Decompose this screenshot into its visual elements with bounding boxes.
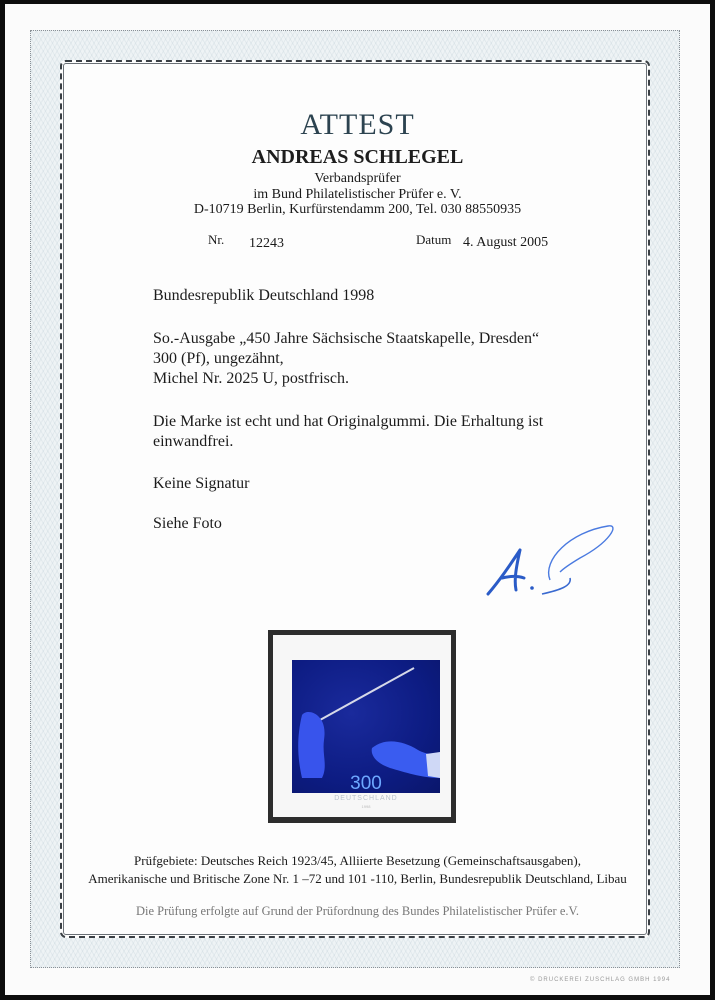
signature-note: Keine Signatur (153, 475, 250, 492)
date-value: 4. August 2005 (463, 235, 549, 250)
stamp-value: 300 (350, 773, 382, 794)
examiner-name: ANDREAS SCHLEGEL (251, 146, 464, 168)
condition-line-1: Die Marke ist echt und hat Originalgummi. Die Erhaltung ist (153, 413, 544, 430)
examiner-role: Verbandsprüfer (314, 171, 401, 186)
examiner-association: im Bund Philatelistischer Prüfer e. V. (253, 187, 462, 202)
stamp-year: 1998 (361, 804, 371, 809)
exam-basis: Die Prüfung erfolgte auf Grund der Prüfordnung des Bundes Philatelistischer Prüfer e.V. (135, 904, 580, 918)
handwritten-signature (480, 520, 620, 600)
baton-icon (320, 668, 414, 720)
issue-line-2: 300 (Pf), ungezähnt, (153, 350, 284, 367)
number-value: 12243 (249, 236, 284, 251)
condition-line-2: einwandfrei. (153, 433, 234, 450)
country-year: Bundesrepublik Deutschland 1998 (153, 287, 375, 304)
printer-mark: © DRUCKEREI ZUSCHLAG GMBH 1994 (530, 977, 671, 983)
examiner-address: D-10719 Berlin, Kurfürstendamm 200, Tel. 030 88550935 (193, 202, 522, 217)
issue-line-3: Michel Nr. 2025 U, postfrisch. (153, 370, 349, 387)
date-label: Datum (416, 232, 452, 247)
exam-areas-line-1: Prüfgebiete: Deutsches Reich 1923/45, Alliierte Besetzung (Gemeinschaftsausgaben), (134, 853, 581, 868)
exam-areas-line-2: Amerikanische und Britische Zone Nr. 1 –72 und 101 -110, Berlin, Bundesrepublik Deutschland, Libau (88, 871, 627, 886)
issue-line-1: So.-Ausgabe „450 Jahre Sächsische Staatskapelle, Dresden“ (153, 330, 540, 347)
left-hand-icon (298, 712, 325, 778)
number-label: Nr. (208, 232, 225, 247)
stamp-country: DEUTSCHLAND (334, 795, 398, 802)
certificate-title: ATTEST (300, 108, 415, 141)
photo-note: Siehe Foto (153, 515, 222, 532)
